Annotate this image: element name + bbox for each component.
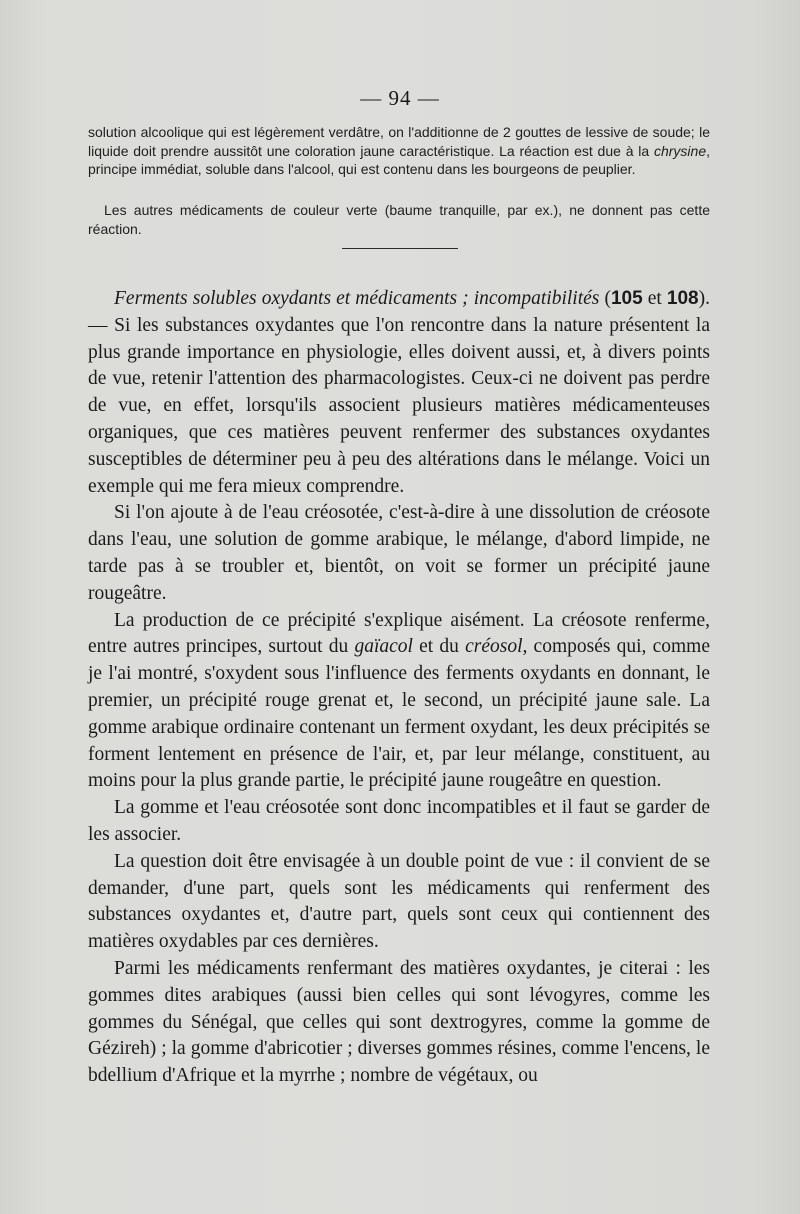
footnote-text: solution alcoolique qui est légèrement verdâtre, on l'additionne de 2 gouttes de lessive de soude; le liquide doit prendre aussitôt une coloration jaune caractéristique. La réaction est due à la	[88, 124, 710, 159]
paragraph-text: , composés qui, comme je l'ai montré, s'oxydent sous l'influence des ferments oxydants en donnant, le premier, un précipité rouge grenat et, le second, un précipité jaune sale. La gomme arabique ordinaire contenant un ferment oxydant, les deux précipités se forment lentement en présence de l'air, et, par leur mélange, constituent, au moins pour la plus grande partie, le précipité jaune rougeâtre en question.	[88, 636, 711, 792]
italic-term: créosol	[465, 636, 523, 658]
italic-term: gaïacol	[354, 636, 413, 658]
section-paragraph	[88, 286, 710, 500]
cross-reference: 108	[666, 288, 699, 309]
cross-reference: 105	[610, 288, 643, 309]
paragraph: La question doit être envisagée à un double point de vue : il convient de se demander, d'une part, quels sont les médicaments qui renferment des substances oxydantes et, d'autre part, quels sont ceux qui contiennent des matières oxydables par ces dernières.	[88, 850, 710, 953]
ref-paren: ).	[698, 288, 710, 309]
paragraph-text: et du	[412, 636, 466, 658]
footnote-text: , principe immédiat, soluble dans l'alcool, qui est contenu dans les bourgeons de peuplier.	[88, 142, 710, 177]
ref-connector: et	[642, 288, 667, 309]
ref-paren: (	[599, 288, 611, 309]
section-divider	[342, 248, 458, 249]
paragraph-text: — Si les substances oxydantes que l'on rencontre dans la nature présentent la plus grande importance en physiologie, elles doivent aussi, et, à divers points de vue, retenir l'attention des pharmacologistes. Ceux-ci ne doivent pas perdre de vue, en effet, lorsqu'ils associent plusieurs matières médicamenteuses organiques, que ces matières peuvent renfermer des substances oxydantes susceptibles de déterminer peu à peu des altérations dans le mélange. Voici un exemple qui me fera mieux comprendre.	[88, 314, 710, 497]
footnote-paragraph	[88, 123, 710, 179]
footnote-italic-term: chrysine	[653, 142, 707, 159]
footnote-block	[88, 201, 710, 238]
paragraph	[88, 608, 710, 796]
footnote-block	[88, 123, 710, 179]
section-heading: Ferments solubles oxydants et médicaments ; incompatibilités	[114, 288, 600, 309]
page-number: — 94 —	[360, 86, 440, 110]
paragraph-text: La production de ce précipité s'explique aisément. La créosote renferme, entre autres principes, surtout du	[88, 609, 710, 658]
footnote-paragraph: Les autres médicaments de couleur verte (baume tranquille, par ex.), ne donnent pas cette réaction.	[88, 202, 710, 237]
paragraph: Si l'on ajoute à de l'eau créosotée, c'est-à-dire à une dissolution de créosote dans l'eau, une solution de gomme arabique, le mélange, d'abord limpide, ne tarde pas à se troubler et, bientôt, on voit se former un précipité jaune rougeâtre.	[88, 502, 710, 604]
main-text	[88, 286, 710, 1090]
paragraph: La gomme et l'eau créosotée sont donc incompatibles et il faut se garder de les associer.	[88, 797, 710, 845]
paragraph: Parmi les médicaments renfermant des matières oxydantes, je citerai : les gommes dites arabiques (aussi bien celles qui sont lévogyres, comme les gommes du Sénégal, que celles qui sont dextrogyres, comme la gomme de Gézireh) ; la gomme d'abricotier ; diverses gommes résines, comme l'encens, le bdellium d'Afrique et la myrrhe ; nombre de végétaux, ou	[88, 957, 710, 1087]
